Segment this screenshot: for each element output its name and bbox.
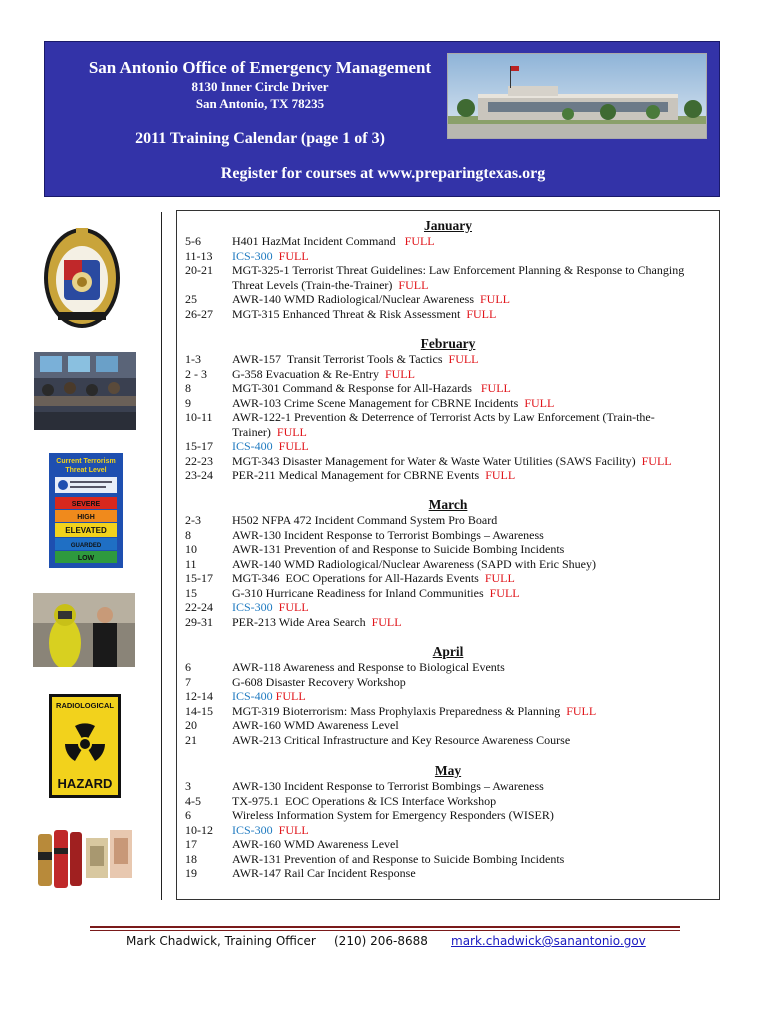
entry-description (232, 263, 712, 292)
entry-description (232, 528, 712, 543)
hazmat-responders-photo (33, 593, 135, 667)
entry-description (232, 439, 712, 454)
entry-description (232, 600, 712, 615)
entry-description (232, 513, 712, 528)
full-status-badge: FULL (276, 424, 307, 439)
entry-date: 15-17 (185, 439, 213, 453)
entry-course-text: MGT-319 Bioterrorism: Mass Prophylaxis Preparedness & Planning (232, 703, 567, 718)
entry-description (232, 794, 712, 809)
ics-course-label: ICS-400 (232, 439, 273, 453)
entry-description (232, 234, 712, 249)
entry-date: 9 (185, 395, 191, 410)
entry-date: 1-3 (185, 352, 201, 366)
building-photo (447, 53, 707, 139)
entry-description (232, 468, 712, 483)
full-status-badge: FULL (524, 395, 555, 410)
ics-course-label: ICS-400 (232, 689, 273, 703)
entry-course-text: H502 NFPA 472 Incident Command System Pro Board (232, 513, 498, 527)
entry-date: 4-5 (185, 793, 201, 808)
entry-course-text: AWR-160 WMD Awareness Level (232, 837, 399, 851)
full-status-badge: FULL (398, 277, 429, 292)
entry-description (232, 249, 712, 264)
entry-description (232, 396, 712, 411)
entry-course-text: H401 HazMat Incident Command (232, 234, 405, 248)
entry-date: 10 (185, 542, 197, 556)
entry-description (232, 615, 712, 630)
entry-course-text: G-358 Evacuation & Re-Entry (232, 366, 385, 381)
register-text: Register for courses at www.preparingtexas.org (220, 165, 546, 182)
entry-date: 12-14 (185, 689, 213, 703)
entry-date: 7 (185, 674, 191, 689)
entry-date: 21 (185, 732, 197, 747)
entry-course-text: MGT-343 Disaster Management for Water & Waste Water Utilities (SAWS Facility) (232, 453, 642, 468)
threat-level-severe-label: SEVERE (71, 501, 101, 508)
entry-course-text: AWR-118 Awareness and Response to Biological Events (232, 660, 505, 674)
entry-course-text: PER-213 Wide Area Search (232, 614, 372, 629)
entry-course-text: AWR-130 Incident Response to Terrorist Bombings – Awareness (232, 779, 544, 793)
month-heading: February (420, 336, 476, 351)
ics-course-label: ICS-300 (232, 600, 273, 614)
entry-course-text: MGT-315 Enhanced Threat & Risk Assessment (232, 306, 467, 321)
entry-date: 10-12 (185, 822, 213, 837)
entry-description (232, 779, 712, 794)
hazard-sign-bottom-text: HAZARD (57, 776, 113, 791)
entry-date: 11 (185, 556, 197, 571)
org-name: San Antonio Office of Emergency Management (88, 58, 432, 77)
entry-course-text: AWR-131 Prevention of and Response to Suicide Bombing Incidents (232, 851, 565, 866)
month-heading: April (432, 644, 464, 659)
footer-email-link[interactable]: mark.chadwick@sanantonio.gov (451, 934, 646, 948)
footer-phone: (210) 206-8688 (334, 934, 428, 948)
entry-course-text-continued: Trainer) (232, 424, 277, 439)
entry-course-text: AWR-122-1 Prevention & Deterrence of Terrorist Acts by Law Enforcement (Train-the- (232, 410, 655, 424)
full-status-badge: FULL (448, 352, 479, 366)
entry-date: 8 (185, 527, 191, 542)
full-status-badge: FULL (384, 366, 415, 381)
entry-description (232, 704, 712, 719)
entry-course-text: AWR-160 WMD Awareness Level (232, 718, 399, 732)
entry-description (232, 307, 712, 322)
full-status-badge: FULL (480, 381, 511, 395)
threat-level-title-line-2: Threat Level (65, 467, 107, 474)
entry-date: 20-21 (185, 263, 213, 277)
full-status-badge: FULL (275, 689, 306, 703)
entry-course-text: MGT-301 Command & Response for All-Hazards (232, 381, 481, 395)
footer-rule (90, 926, 680, 928)
entry-date: 20 (185, 718, 197, 732)
entry-course-text: AWR-140 WMD Radiological/Nuclear Awareness (SAPD with Eric Shuey) (232, 556, 596, 571)
full-status-badge: FULL (278, 248, 309, 263)
entry-date: 15-17 (185, 571, 213, 585)
entry-description (232, 571, 712, 586)
address-line-1: 8130 Inner Circle Driver (191, 79, 329, 94)
full-status-badge: FULL (484, 571, 515, 585)
entry-date: 6 (185, 808, 191, 822)
entry-date: 6 (185, 660, 191, 674)
entry-description (232, 866, 712, 881)
entry-description (232, 381, 712, 396)
entry-course-text: G-608 Disaster Recovery Workshop (232, 674, 406, 689)
month-heading: May (434, 763, 462, 778)
entry-description (232, 352, 712, 367)
entry-course-text-continued: Threat Levels (Train-the-Trainer) (232, 277, 399, 292)
entry-description (232, 823, 712, 838)
entry-description (232, 808, 712, 823)
entry-description (232, 733, 712, 748)
entry-date: 18 (185, 851, 197, 866)
footer-rule-thin (90, 930, 680, 931)
entry-description (232, 292, 712, 307)
entry-course-text: G-310 Hurricane Readiness for Inland Communities (232, 585, 490, 600)
explosives-photo (34, 822, 136, 896)
entry-date: 29-31 (185, 614, 213, 629)
entry-course-text: AWR-140 WMD Radiological/Nuclear Awareness (232, 292, 480, 306)
full-status-badge: FULL (278, 600, 309, 614)
entry-course-text: PER-211 Medical Management for CBRNE Events (232, 468, 486, 482)
entry-course-text: AWR-131 Prevention of and Response to Suicide Bombing Incidents (232, 542, 565, 556)
entry-date: 26-27 (185, 306, 213, 321)
entry-date: 17 (185, 837, 197, 851)
entry-description (232, 586, 712, 601)
entry-description (232, 454, 712, 469)
full-status-badge: FULL (278, 822, 309, 837)
footer-contact-name: Mark Chadwick, Training Officer (126, 934, 316, 948)
entry-course-text: MGT-346 EOC Operations for All-Hazards Events (232, 571, 485, 585)
entry-description (232, 837, 712, 852)
entry-date: 11-13 (185, 248, 213, 263)
entry-date: 3 (185, 779, 191, 793)
entry-course-text: TX-975.1 EOC Operations & ICS Interface Workshop (232, 793, 497, 808)
entry-description (232, 852, 712, 867)
entry-description (232, 542, 712, 557)
entry-date: 19 (185, 866, 197, 880)
entry-course-text: AWR-157 Transit Terrorist Tools & Tactics (232, 352, 449, 366)
full-status-badge: FULL (485, 468, 516, 482)
entry-course-text: AWR-213 Critical Infrastructure and Key Resource Awareness Course (232, 732, 571, 747)
full-status-badge: FULL (466, 306, 497, 321)
entry-date: 5-6 (185, 234, 201, 248)
entry-description (232, 660, 712, 675)
calendar-title: 2011 Training Calendar (page 1 of 3) (135, 130, 385, 147)
full-status-badge: FULL (489, 585, 520, 600)
entry-date: 15 (185, 585, 197, 600)
entry-course-text: AWR-130 Incident Response to Terrorist Bombings – Awareness (232, 527, 544, 542)
entry-description (232, 557, 712, 572)
entry-description (232, 718, 712, 733)
eoc-room-photo (34, 352, 136, 430)
county-seal-image (40, 220, 124, 332)
threat-level-guarded-label: GUARDED (70, 543, 102, 549)
full-status-badge: FULL (404, 234, 435, 248)
sidebar-divider (161, 212, 162, 900)
entry-date: 10-11 (185, 410, 213, 424)
full-status-badge: FULL (566, 703, 597, 718)
training-calendar (176, 210, 720, 900)
entry-course-text: AWR-147 Rail Car Incident Response (232, 866, 416, 880)
entry-description (232, 675, 712, 690)
entry-date: 23-24 (185, 468, 213, 482)
full-status-badge: FULL (278, 439, 309, 453)
threat-level-elevated-label: ELEVATED (65, 526, 107, 535)
entry-description (232, 367, 712, 382)
full-status-badge: FULL (641, 453, 672, 468)
entry-date: 8 (185, 381, 191, 395)
entry-date: 2-3 (185, 513, 201, 527)
entry-date: 22-24 (185, 600, 213, 614)
entry-date: 25 (185, 292, 197, 306)
threat-level-low-label: LOW (77, 555, 95, 562)
full-status-badge: FULL (371, 614, 402, 629)
full-status-badge: FULL (480, 292, 510, 306)
entry-description (232, 410, 712, 439)
entry-course-text: MGT-325-1 Terrorist Threat Guidelines: Law Enforcement Planning & Response to Changing (232, 263, 685, 277)
month-heading: March (428, 497, 468, 512)
entry-description (232, 689, 712, 704)
header-banner (44, 41, 720, 197)
hazard-sign-top-text: RADIOLOGICAL (56, 701, 114, 710)
threat-level-chart (49, 453, 123, 568)
address-line-2: San Antonio, TX 78235 (195, 96, 325, 111)
month-heading: January (423, 218, 472, 233)
entry-date: 14-15 (185, 703, 213, 718)
radiological-hazard-sign (49, 694, 121, 798)
ics-course-label: ICS-300 (232, 248, 273, 263)
threat-level-high-label: HIGH (77, 514, 95, 521)
entry-date: 22-23 (185, 453, 213, 468)
threat-level-title-line-1: Current Terrorism (56, 458, 116, 465)
entry-course-text: AWR-103 Crime Scene Management for CBRNE Incidents (232, 395, 525, 410)
entry-date: 2 - 3 (185, 366, 207, 381)
ics-course-label: ICS-300 (232, 822, 273, 837)
entry-course-text: Wireless Information System for Emergency Responders (WISER) (232, 808, 554, 822)
